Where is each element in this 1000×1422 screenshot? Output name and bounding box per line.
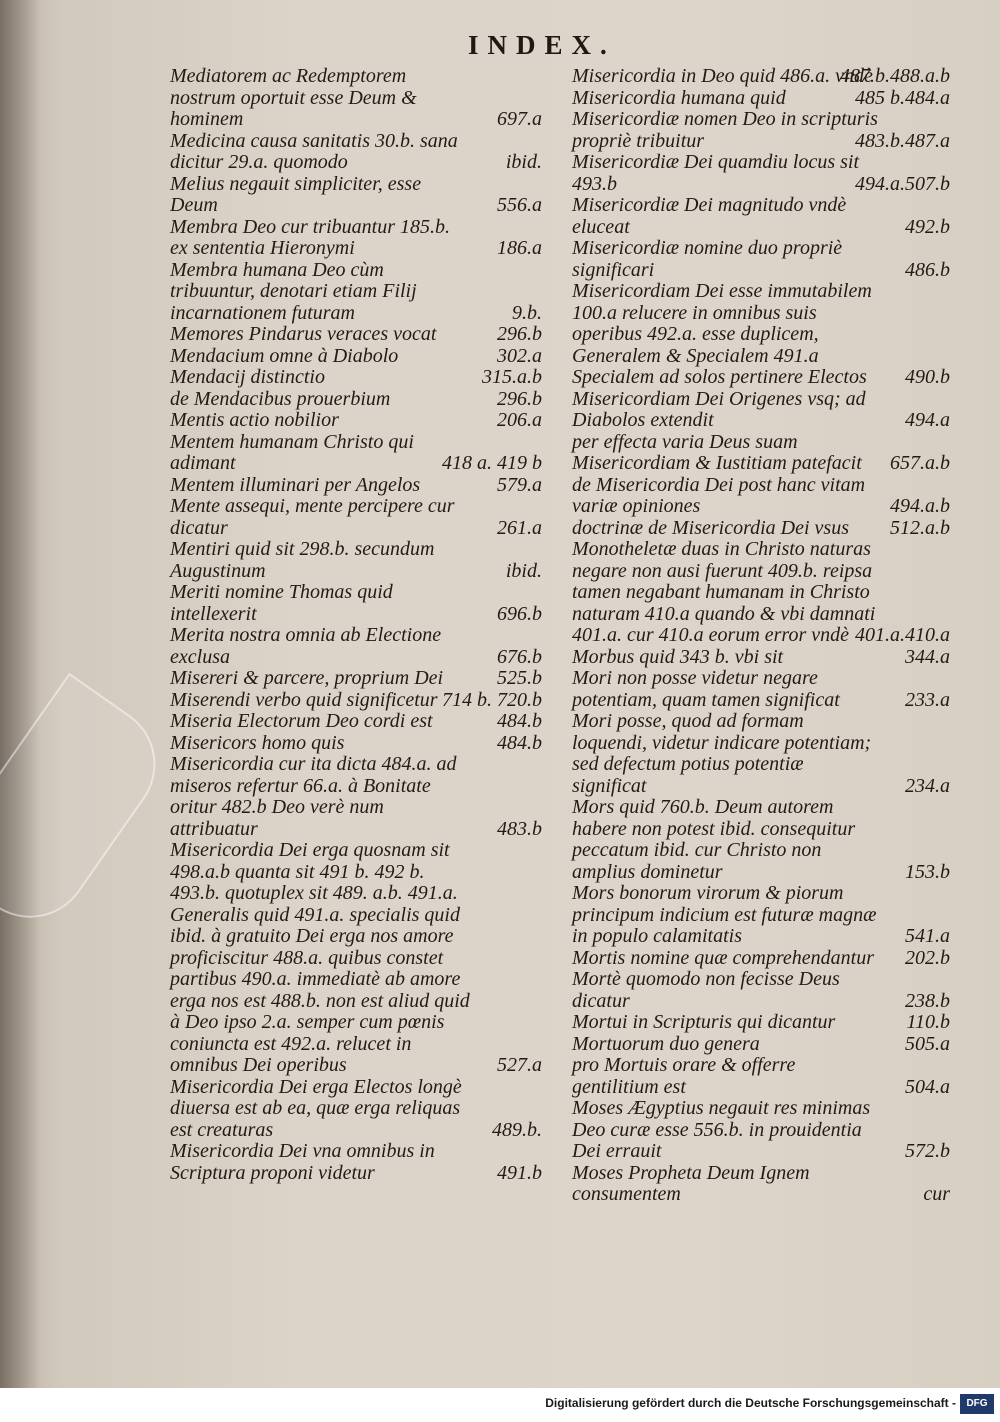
index-entry-text: Miserendi verbo quid significetur	[170, 688, 438, 711]
index-entry-page-ref: 401.a.410.a	[855, 624, 950, 646]
index-entry-text: Monotheletæ duas in Christo naturas negare non ausi fuerunt 409.b. reipsa tamen negabant humanam in Christo naturam 410.a quando & vbi damnati 401.a. cur 410.a eorum error vndè	[572, 538, 876, 646]
dfg-logo: DFG	[960, 1394, 994, 1414]
index-entry-page-ref: 504.a	[905, 1075, 950, 1098]
index-entry-text: Misericordiam Dei Origenes vsq; ad Diabolos extendit	[572, 387, 866, 431]
index-entry-page-ref: 525.b	[497, 667, 542, 689]
index-entry-text: Miseria Electorum Deo cordi est	[170, 710, 433, 732]
index-entry-text: Mors bonorum virorum & piorum principum indicium est futuræ magnæ in populo calamitatis	[572, 882, 877, 947]
index-entry	[170, 496, 542, 539]
index-entry	[170, 174, 542, 217]
index-entry-text: doctrinæ de Misericordia Dei vsus	[572, 516, 850, 539]
index-entry-text: Mendacium omne à Diabolo	[170, 344, 399, 367]
index-entry-text: pro Mortuis orare & offerre gentilitium est	[572, 1054, 796, 1098]
index-entry	[170, 131, 542, 174]
index-entry-page-ref: 315.a.b	[482, 366, 542, 388]
index-entry-text: Mori posse, quod ad formam loquendi, videtur indicare potentiam; sed defectum potius potentiæ significat	[572, 710, 872, 797]
index-entry-text: Misericordiæ nomine duo propriè significari	[572, 237, 843, 281]
index-entry	[170, 346, 542, 368]
index-entry-page-ref: 186.a	[497, 237, 542, 259]
index-entry-page-ref: 486.b	[905, 258, 950, 281]
index-entry-text: Meriti nomine Thomas quid intellexerit	[170, 581, 393, 625]
index-entry-page-ref: 206.a	[497, 409, 542, 431]
index-entry-text: Mente assequi, mente percipere cur dicatur	[170, 495, 455, 539]
index-entry-text: Mediatorem ac Redemptorem nostrum oportuit esse Deum & hominem	[170, 65, 417, 130]
index-entry-text: Mentis actio nobilior	[170, 409, 339, 431]
index-entry	[572, 475, 950, 518]
index-entry	[170, 1077, 542, 1142]
index-entry	[572, 711, 950, 797]
index-entry	[170, 754, 542, 840]
index-entry	[170, 260, 542, 325]
index-entry	[572, 1163, 950, 1206]
index-entry-text: Misericors homo quis	[170, 731, 345, 754]
index-entry	[572, 797, 950, 883]
index-entry	[170, 668, 542, 690]
index-entry-text: per effecta varia Deus suam Misericordiam & Iustitiam patefacit	[572, 430, 862, 474]
index-entry-text: Misericordiam Dei esse immutabilem 100.a relucere in omnibus suis operibus 492.a. esse duplicem, Generalem & Specialem 491.a Specialem ad solos pertinere Electos	[572, 280, 872, 388]
index-entry	[170, 711, 542, 733]
index-entry-page-ref: 238.b	[905, 989, 950, 1012]
index-entry	[572, 668, 950, 711]
index-entry	[170, 690, 542, 712]
index-entry	[170, 324, 542, 346]
index-entry	[170, 475, 542, 497]
index-entry-text: de Misericordia Dei post hanc vitam variæ opiniones	[572, 473, 866, 517]
index-entry-page-ref: 483.b	[497, 817, 542, 840]
index-entry	[572, 66, 950, 88]
index-entry	[572, 1098, 950, 1163]
index-entry-text: Mentiri quid sit 298.b. secundum Augustinum	[170, 538, 435, 582]
index-entry-page-ref: 579.a	[497, 473, 542, 496]
index-entry-page-ref: 657.a.b	[890, 452, 950, 474]
index-entry-page-ref: 494.a.507.b	[855, 172, 950, 195]
index-entry	[572, 389, 950, 432]
index-entry-page-ref: 494.a.b	[890, 495, 950, 517]
index-entry-page-ref: 261.a	[497, 516, 542, 539]
index-entry	[170, 389, 542, 411]
index-entry-text: Mortis nomine quæ comprehendantur	[572, 946, 875, 969]
index-entry-page-ref: 494.a	[905, 409, 950, 431]
index-entry	[572, 518, 950, 540]
index-entry-page-ref: 487.b.488.a.b	[840, 65, 950, 87]
index-entry-page-ref: ibid.	[505, 151, 542, 173]
index-entry	[170, 432, 542, 475]
index-entry-text: Misericordia humana quid	[572, 86, 786, 109]
index-entry	[170, 840, 542, 1077]
index-entry	[572, 948, 950, 970]
index-entry-page-ref: 490.b	[905, 366, 950, 388]
index-entry-page-ref: 110.b	[906, 1011, 950, 1033]
index-entry	[170, 625, 542, 668]
index-entry	[572, 281, 950, 389]
index-entry-page-ref: 696.b	[497, 602, 542, 625]
index-entry-page-ref: 153.b	[905, 860, 950, 883]
index-entry-page-ref: 491.b	[497, 1161, 542, 1184]
index-entry-text: Medicina causa sanitatis 30.b. sana dicitur 29.a. quomodo	[170, 129, 458, 173]
index-entry-page-ref: 9.b.	[512, 301, 542, 324]
index-entry	[572, 88, 950, 110]
left-index-column	[170, 66, 542, 1184]
index-entry-page-ref: 484.b	[497, 731, 542, 754]
index-entry	[170, 539, 542, 582]
index-entry	[572, 647, 950, 669]
index-entry-text: Mortuorum duo genera	[572, 1032, 760, 1055]
index-entry	[572, 195, 950, 238]
index-entry-text: Misericordiæ Dei magnitudo vndè eluceat	[572, 194, 847, 238]
footer-text: Digitalisierung gefördert durch die Deutsche Forschungsgemeinschaft -	[545, 1396, 956, 1410]
index-entry-page-ref: 484.b	[497, 710, 542, 732]
index-entry	[572, 238, 950, 281]
right-index-column	[572, 66, 950, 1206]
index-entry-page-ref: 296.b	[497, 387, 542, 410]
index-entry-text: Mortè quomodo non fecisse Deus dicatur	[572, 968, 840, 1012]
index-entry-text: de Mendacibus prouerbium	[170, 387, 391, 410]
index-entry-page-ref: 492.b	[905, 215, 950, 238]
index-entry-text: Mentem illuminari per Angelos	[170, 473, 421, 496]
index-entry-text: Melius negauit simpliciter, esse Deum	[170, 172, 422, 216]
index-entry	[170, 733, 542, 755]
index-entry	[572, 432, 950, 475]
index-entry	[572, 1012, 950, 1034]
index-entry	[572, 539, 950, 647]
index-entry-text: Membra Deo cur tribuantur 185.b. ex sententia Hieronymi	[170, 215, 450, 259]
digitization-footer	[0, 1388, 1000, 1422]
index-entry-page-ref: 344.a	[905, 645, 950, 668]
index-entry-text: Misericordia in Deo quid 486.a. vndè	[572, 65, 873, 87]
page-edge-shadow	[0, 0, 40, 1388]
index-entry-page-ref: 572.b	[905, 1140, 950, 1162]
index-entry-page-ref: cur	[923, 1183, 950, 1205]
index-entry-page-ref: 302.a	[497, 344, 542, 367]
index-entry	[170, 367, 542, 389]
index-entry-text: Moses Ægyptius negauit res minimas Deo curæ esse 556.b. in prouidentia Dei errauit	[572, 1097, 871, 1162]
index-entry	[170, 1141, 542, 1184]
index-entry-page-ref: 296.b	[497, 323, 542, 345]
index-entry-text: Membra humana Deo cùm tribuuntur, denotari etiam Filij incarnationem futuram	[170, 258, 417, 324]
index-entry-text: Mori non posse videtur negare potentiam, quam tamen significat	[572, 667, 840, 711]
index-entry-page-ref: ibid.	[505, 559, 542, 582]
index-entry	[572, 883, 950, 948]
index-entry-text: Mortui in Scripturis qui dicantur	[572, 1011, 836, 1033]
index-entry	[572, 109, 950, 152]
index-entry	[572, 1055, 950, 1098]
index-entry-page-ref: 697.a	[497, 108, 542, 130]
index-entry-page-ref: 512.a.b	[890, 516, 950, 539]
index-entry	[170, 66, 542, 131]
index-entry-text: Misericordiæ nomen Deo in scripturis propriè tribuitur	[572, 108, 878, 152]
index-entry-text: Misericordiæ Dei quamdiu locus sit 493.b	[572, 151, 860, 195]
index-entry-text: Morbus quid 343 b. vbi sit	[572, 645, 784, 668]
index-entry-text: Misericordia cur ita dicta 484.a. ad miseros refertur 66.a. à Bonitate oritur 482.b Deo verè num attribuatur	[170, 753, 457, 840]
index-entry-page-ref: 714 b. 720.b	[442, 688, 542, 711]
index-entry-page-ref: 233.a	[905, 688, 950, 711]
index-entry-text: Misericordia Dei vna omnibus in Scriptura proponi videtur	[170, 1140, 435, 1184]
index-entry-page-ref: 676.b	[497, 645, 542, 668]
index-entry	[170, 217, 542, 260]
index-entry-text: Merita nostra omnia ab Electione exclusa	[170, 624, 442, 668]
index-entry-text: Misericordia Dei erga Electos longè diuersa est ab ea, quæ erga reliquas est creaturas	[170, 1075, 462, 1141]
index-entry-page-ref: 418 a. 419 b	[442, 452, 542, 474]
page-title: INDEX.	[468, 30, 616, 60]
index-entry	[572, 152, 950, 195]
index-entry	[170, 582, 542, 625]
index-entry-page-ref: 202.b	[905, 946, 950, 969]
index-entry-page-ref: 485 b.484.a	[855, 86, 950, 109]
index-entry-text: Mors quid 760.b. Deum autorem habere non potest ibid. consequitur peccatum ibid. cur Christo non amplius dominetur	[572, 796, 856, 883]
index-entry-page-ref: 541.a	[905, 925, 950, 947]
index-entry	[572, 1034, 950, 1056]
index-entry-page-ref: 527.a	[497, 1054, 542, 1076]
index-entry-page-ref: 505.a	[905, 1032, 950, 1055]
index-entry-page-ref: 234.a	[905, 774, 950, 797]
index-entry-text: Misericordia Dei erga quosnam sit 498.a.b quanta sit 491 b. 492 b. 493.b. quotuplex sit 489. a.b. 491.a. Generalis quid 491.a. specialis quid ibid. à gratuito Dei erga nos amore proficiscitur 488.a. quibus constet partibus 490.a. immediatè ab amore erga nos est 488.b. non est aliud quid à Deo ipso 2.a. semper cum pœnis coniuncta est 492.a. relucet in omnibus Dei operibus	[170, 839, 470, 1076]
index-entry-text: Moses Propheta Deum Ignem consumentem	[572, 1161, 810, 1205]
index-entry-page-ref: 489.b.	[492, 1118, 542, 1141]
index-entry-page-ref: 483.b.487.a	[855, 129, 950, 152]
index-entry-text: Mendacij distinctio	[170, 366, 325, 388]
index-entry-page-ref: 556.a	[497, 194, 542, 216]
index-entry	[572, 969, 950, 1012]
index-entry-text: Memores Pindarus veraces vocat	[170, 323, 437, 345]
index-entry-text: Misereri & parcere, proprium Dei	[170, 667, 444, 689]
index-entry-text: Mentem humanam Christo qui adimant	[170, 430, 414, 474]
index-entry	[170, 410, 542, 432]
